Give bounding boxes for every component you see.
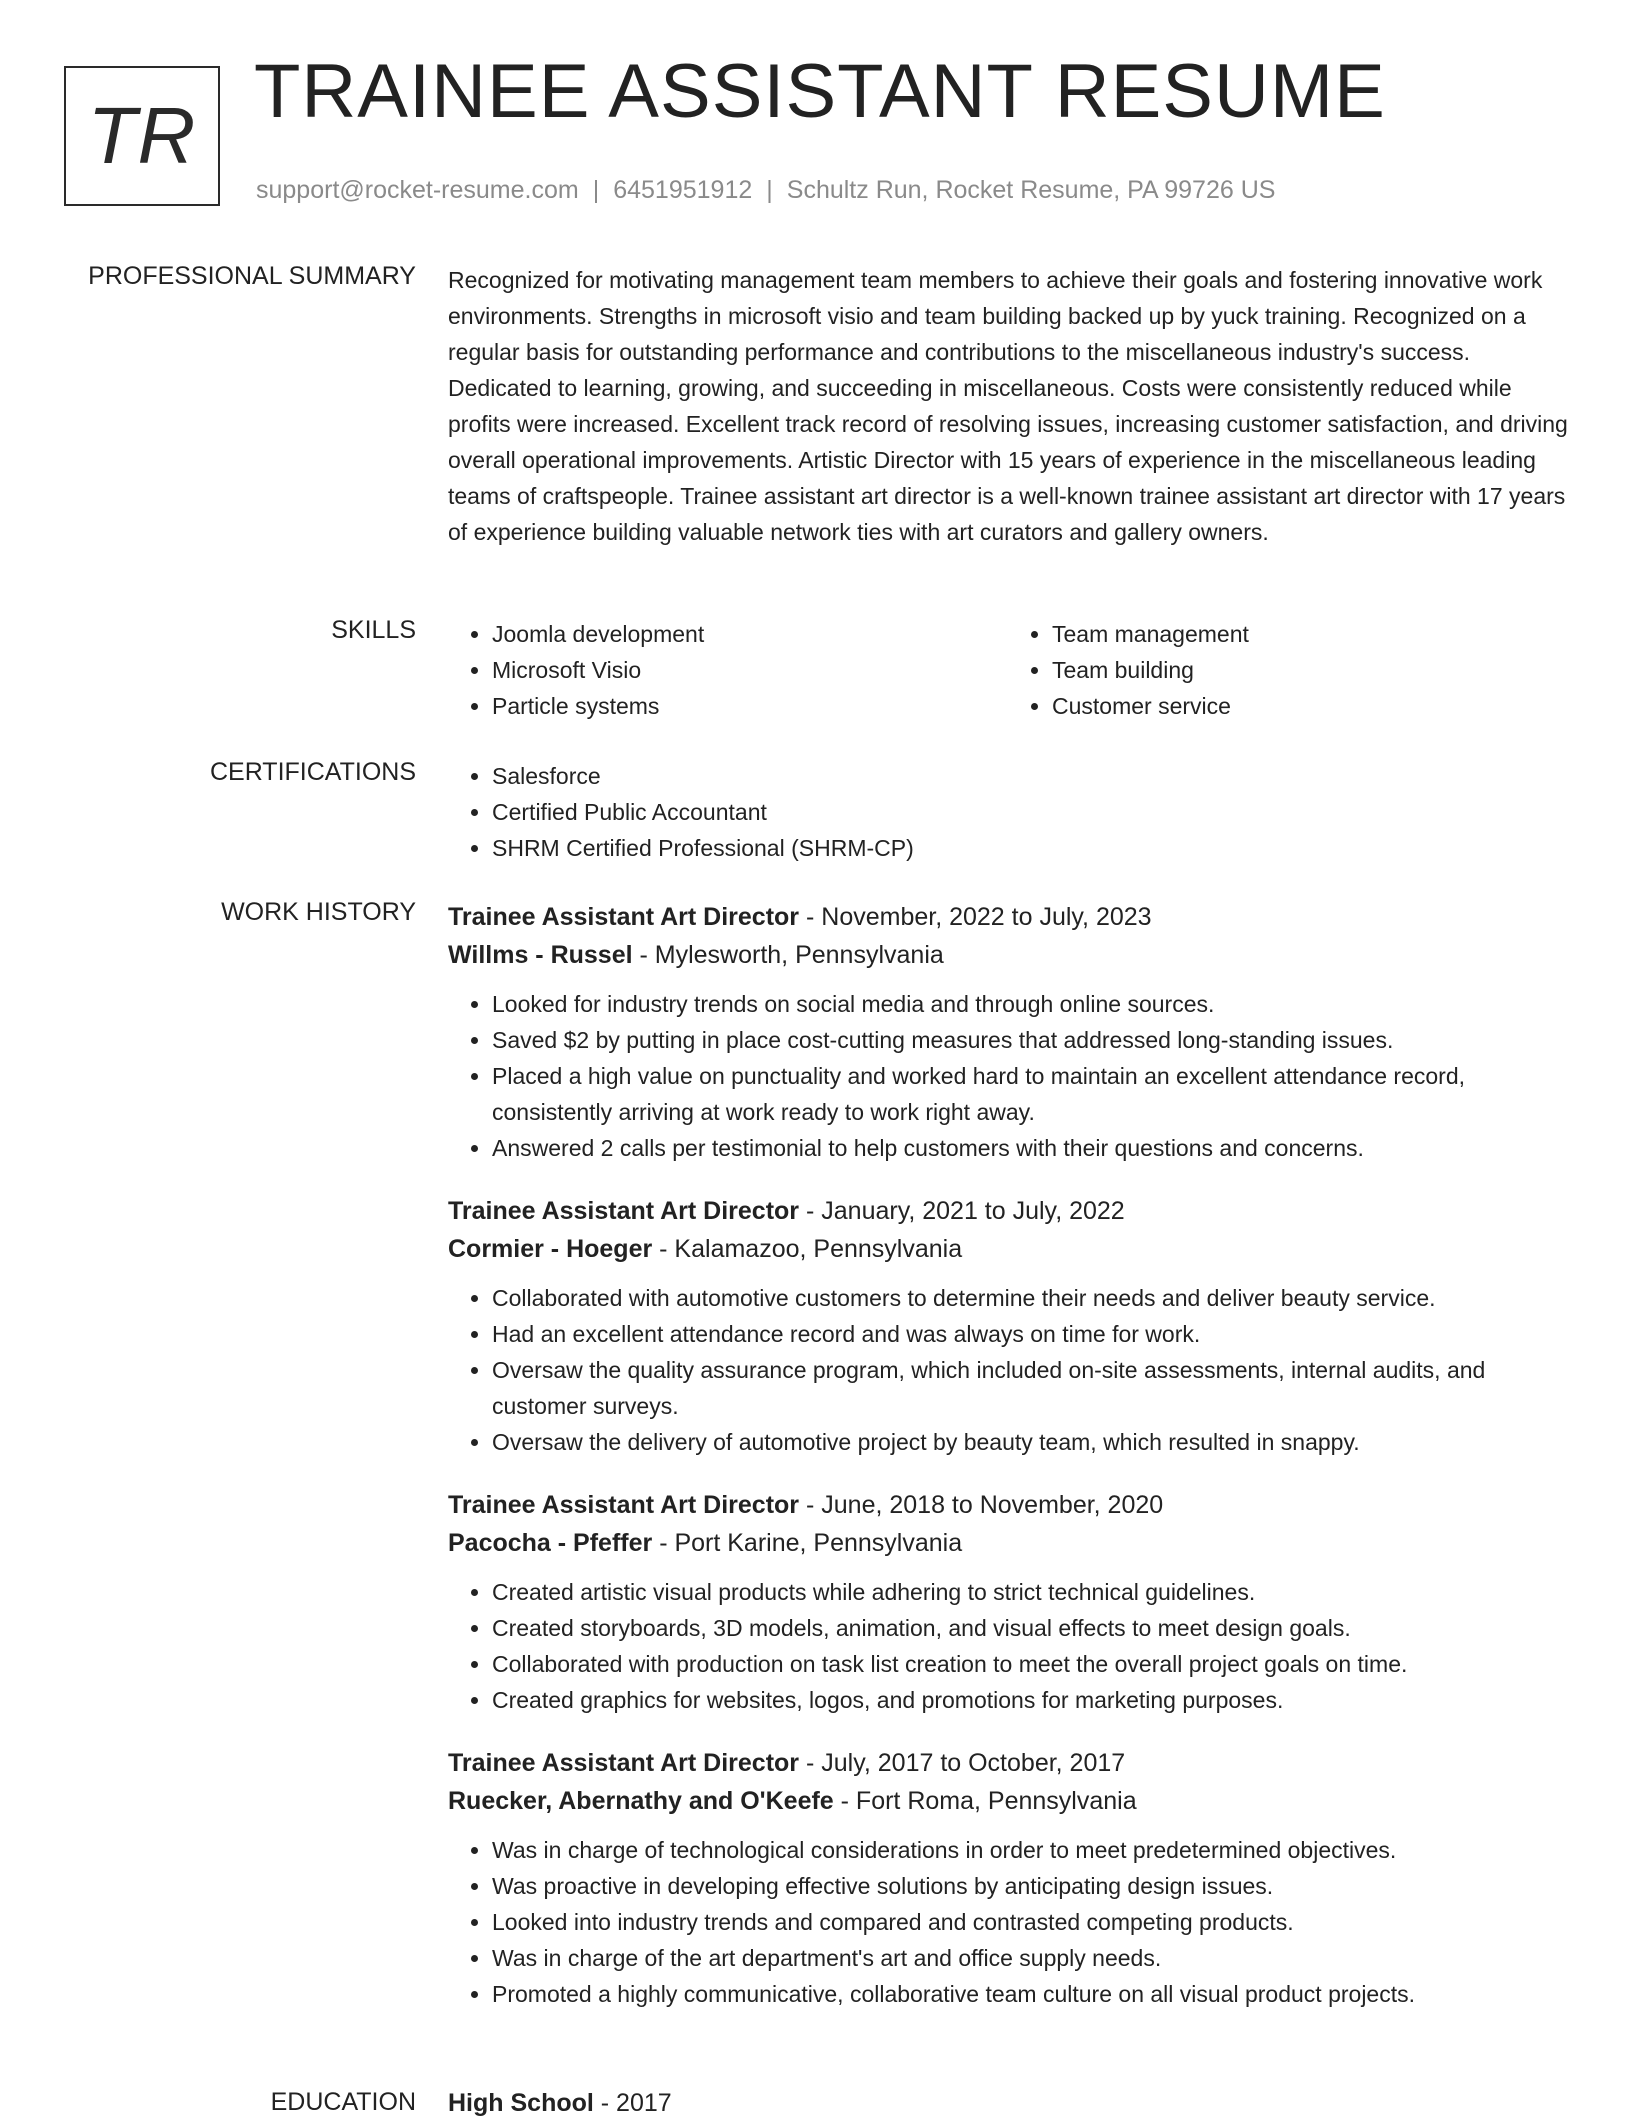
job-location: - Fort Roma, Pennsylvania (833, 1787, 1137, 1815)
job-bullet: • Placed a high value on punctuality and worked hard to maintain an excellent attendance record, consistently arriving at work ready to work right away. (492, 1058, 1568, 1130)
job-title-line (448, 1486, 1568, 1524)
job-entry (448, 1486, 1568, 1718)
education-year: - 2017 (593, 2089, 672, 2117)
job-bullet: • Collaborated with automotive customers to determine their needs and deliver beauty service. (492, 1280, 1568, 1316)
job-bullet: • Oversaw the quality assurance program, which included on-site assessments, internal audits, and customer surveys. (492, 1352, 1568, 1424)
job-bullets (448, 1832, 1568, 2012)
contact-separator: | (592, 176, 600, 204)
job-title: Trainee Assistant Art Director (448, 1749, 800, 1777)
summary-text: Recognized for motivating management team members to achieve their goals and fostering innovative work environments. Strengths in microsoft visio and team building backed up by yuck training. Recognized on a regular basis for outstanding performance and contributions to the miscellaneous industry's success. Dedicated to learning, growing, and succeeding in miscellaneous. Costs were consistently reduced while profits were increased. Excellent track record of resolving issues, increasing customer satisfaction, and driving overall operational improvements. Artistic Director with 15 years of experience in the miscellaneous leading teams of craftspeople. Trainee assistant art director is a well-known trainee assistant art director with 17 years of experience building valuable network ties with art curators and gallery owners. (448, 267, 1568, 545)
section-label-education: EDUCATION (270, 2088, 416, 2116)
certification-item: • SHRM Certified Professional (SHRM-CP) (492, 830, 1568, 866)
monogram-initials: TR (87, 91, 197, 180)
education-line (448, 2088, 1568, 2118)
certifications-list (448, 758, 1568, 866)
job-bullet: • Promoted a highly communicative, collaborative team culture on all visual product projects. (492, 1976, 1568, 2012)
skill-item: • Joomla development (492, 616, 1008, 652)
education-content (448, 2088, 1568, 2118)
contact-address: Schultz Run, Rocket Resume, PA 99726 US (786, 176, 1276, 204)
job-bullet: • Looked for industry trends on social media and through online sources. (492, 986, 1568, 1022)
resume-title: TRAINEE ASSISTANT RESUME (254, 49, 1386, 134)
job-dates: - June, 2018 to November, 2020 (799, 1491, 1164, 1519)
job-entry (448, 898, 1568, 1166)
job-title-line (448, 1192, 1568, 1230)
job-company: Pacocha - Pfeffer (448, 1529, 653, 1557)
job-title-line (448, 1744, 1568, 1782)
skill-item: • Customer service (1052, 688, 1568, 724)
contact-phone: 6451951912 (613, 176, 753, 204)
job-bullet: • Was in charge of the art department's art and office supply needs. (492, 1940, 1568, 1976)
job-company-line (448, 1230, 1568, 1268)
job-company: Ruecker, Abernathy and O'Keefe (448, 1787, 834, 1815)
monogram-box (64, 66, 220, 206)
skill-item: • Particle systems (492, 688, 1008, 724)
section-label-summary: PROFESSIONAL SUMMARY (88, 262, 416, 290)
job-bullets (448, 1280, 1568, 1460)
contact-separator: | (766, 176, 773, 204)
job-location: - Mylesworth, Pennsylvania (632, 941, 944, 969)
certification-item: • Salesforce (492, 758, 1568, 794)
job-entry (448, 1192, 1568, 1460)
education-degree: High School (448, 2089, 594, 2117)
job-bullet: • Created storyboards, 3D models, animation, and visual effects to meet design goals. (492, 1610, 1568, 1646)
job-bullet: • Had an excellent attendance record and was always on time for work. (492, 1316, 1568, 1352)
job-title: Trainee Assistant Art Director (448, 1197, 800, 1225)
skills-content (448, 616, 1568, 724)
work-history-content (448, 898, 1568, 2038)
job-company-line (448, 1524, 1568, 1562)
job-dates: - November, 2022 to July, 2023 (799, 903, 1152, 931)
skill-item: • Microsoft Visio (492, 652, 1008, 688)
job-location: - Port Karine, Pennsylvania (652, 1529, 963, 1557)
job-company-line (448, 936, 1568, 974)
job-bullet: • Collaborated with production on task list creation to meet the overall project goals on time. (492, 1646, 1568, 1682)
job-bullet: • Looked into industry trends and compared and contrasted competing products. (492, 1904, 1568, 1940)
job-bullet: • Answered 2 calls per testimonial to help customers with their questions and concerns. (492, 1130, 1568, 1166)
job-bullet: • Was in charge of technological considerations in order to meet predetermined objectives. (492, 1832, 1568, 1868)
job-bullet: • Created artistic visual products while adhering to strict technical guidelines. (492, 1574, 1568, 1610)
summary-content (448, 262, 1568, 550)
job-bullet: • Created graphics for websites, logos, and promotions for marketing purposes. (492, 1682, 1568, 1718)
section-label-skills: SKILLS (331, 616, 416, 644)
job-title: Trainee Assistant Art Director (448, 903, 800, 931)
job-bullets (448, 986, 1568, 1166)
job-title: Trainee Assistant Art Director (448, 1491, 800, 1519)
skills-list-left (448, 616, 1008, 724)
job-company-line (448, 1782, 1568, 1820)
job-bullet: • Was proactive in developing effective solutions by anticipating design issues. (492, 1868, 1568, 1904)
job-title-line (448, 898, 1568, 936)
skill-item: • Team management (1052, 616, 1568, 652)
skill-item: • Team building (1052, 652, 1568, 688)
job-bullets (448, 1574, 1568, 1718)
job-company: Willms - Russel (448, 941, 633, 969)
job-dates: - January, 2021 to July, 2022 (799, 1197, 1125, 1225)
job-location: - Kalamazoo, Pennsylvania (652, 1235, 963, 1263)
job-dates: - July, 2017 to October, 2017 (799, 1749, 1126, 1777)
skills-list-right (1008, 616, 1568, 724)
job-bullet: • Saved $2 by putting in place cost-cutting measures that addressed long-standing issues. (492, 1022, 1568, 1058)
contact-line (256, 176, 1275, 205)
job-company: Cormier - Hoeger (448, 1235, 653, 1263)
certifications-content (448, 758, 1568, 866)
certification-item: • Certified Public Accountant (492, 794, 1568, 830)
section-label-work-history: WORK HISTORY (221, 898, 416, 926)
contact-email: support@rocket-resume.com (256, 176, 579, 204)
section-label-certifications: CERTIFICATIONS (209, 758, 416, 786)
job-entry (448, 1744, 1568, 2012)
job-bullet: • Oversaw the delivery of automotive project by beauty team, which resulted in snappy. (492, 1424, 1568, 1460)
